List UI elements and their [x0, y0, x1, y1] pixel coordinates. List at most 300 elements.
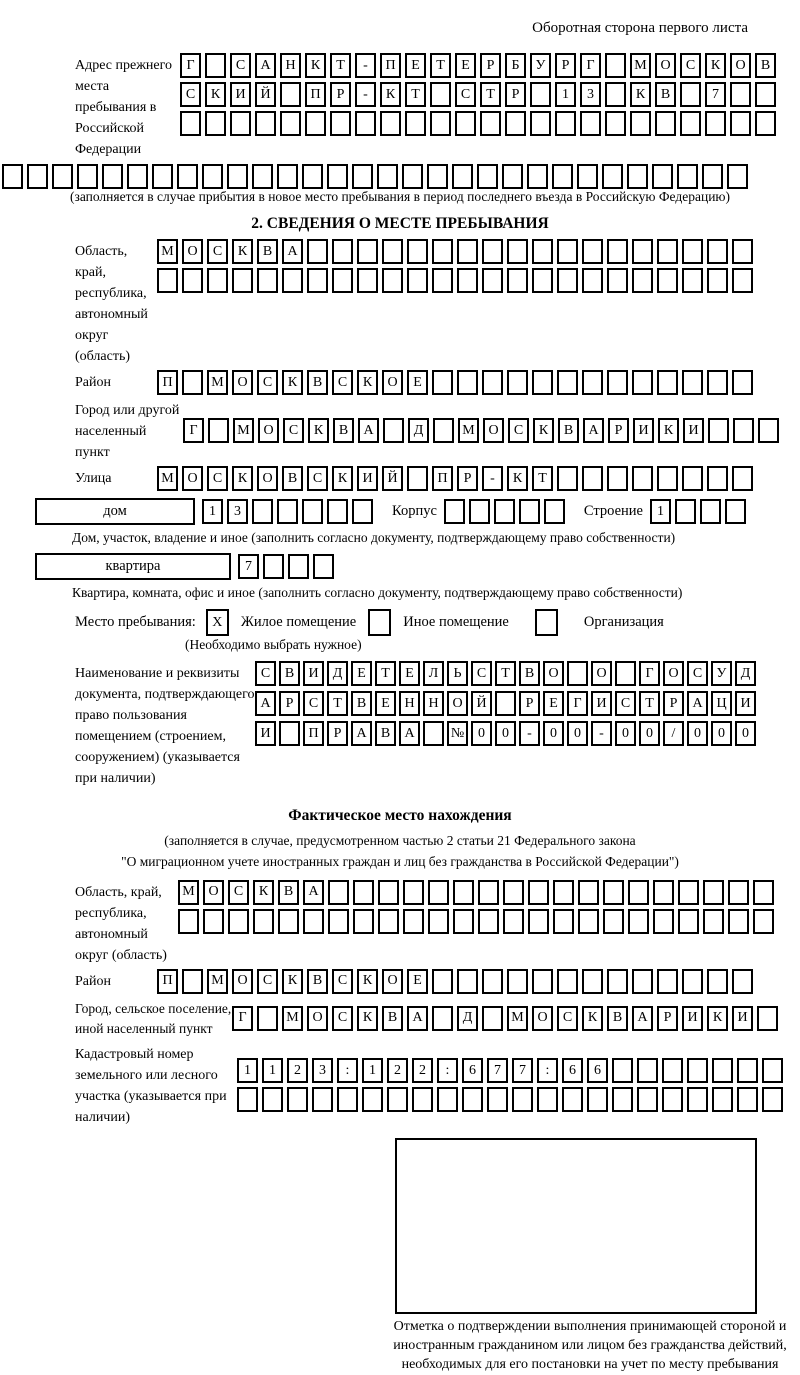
char-cell[interactable]: 6 [587, 1058, 608, 1083]
char-cell[interactable]: А [632, 1006, 653, 1031]
char-cell[interactable]: 0 [687, 721, 708, 746]
char-cell[interactable]: В [375, 721, 396, 746]
char-cell[interactable] [552, 164, 573, 189]
char-cell[interactable] [402, 164, 423, 189]
char-cell[interactable] [407, 239, 428, 264]
char-cell[interactable] [755, 111, 776, 136]
char-cell[interactable] [562, 1087, 583, 1112]
char-cell[interactable] [432, 370, 453, 395]
char-cell[interactable]: С [257, 969, 278, 994]
char-cell[interactable]: С [307, 466, 328, 491]
char-cell[interactable] [532, 969, 553, 994]
char-cell[interactable]: П [303, 721, 324, 746]
char-cell[interactable]: М [157, 239, 178, 264]
cadastre-row-2[interactable] [237, 1087, 783, 1112]
char-cell[interactable] [707, 969, 728, 994]
char-cell[interactable]: Г [183, 418, 204, 443]
char-cell[interactable] [732, 370, 753, 395]
char-cell[interactable]: Р [608, 418, 629, 443]
char-cell[interactable]: С [332, 1006, 353, 1031]
char-cell[interactable]: К [253, 880, 274, 905]
char-cell[interactable] [405, 111, 426, 136]
char-cell[interactable] [732, 268, 753, 293]
char-cell[interactable] [632, 969, 653, 994]
char-cell[interactable]: И [303, 661, 324, 686]
char-cell[interactable]: И [591, 691, 612, 716]
char-cell[interactable]: Т [639, 691, 660, 716]
char-cell[interactable] [507, 969, 528, 994]
char-cell[interactable] [507, 239, 528, 264]
char-cell[interactable] [428, 880, 449, 905]
char-cell[interactable]: К [658, 418, 679, 443]
char-cell[interactable]: Б [505, 53, 526, 78]
char-cell[interactable] [378, 909, 399, 934]
char-cell[interactable] [430, 111, 451, 136]
char-cell[interactable] [302, 164, 323, 189]
char-cell[interactable] [605, 82, 626, 107]
char-cell[interactable]: Ц [711, 691, 732, 716]
char-cell[interactable]: О [543, 661, 564, 686]
char-cell[interactable]: С [557, 1006, 578, 1031]
char-cell[interactable]: К [357, 969, 378, 994]
char-cell[interactable]: 0 [639, 721, 660, 746]
char-cell[interactable] [732, 466, 753, 491]
char-cell[interactable]: С [180, 82, 201, 107]
char-cell[interactable] [707, 239, 728, 264]
char-cell[interactable]: Е [543, 691, 564, 716]
char-cell[interactable] [278, 909, 299, 934]
char-cell[interactable] [682, 268, 703, 293]
char-cell[interactable]: О [591, 661, 612, 686]
char-cell[interactable]: С [283, 418, 304, 443]
document-row-1[interactable] [255, 661, 756, 686]
char-cell[interactable]: К [707, 1006, 728, 1031]
char-cell[interactable]: Г [639, 661, 660, 686]
char-cell[interactable] [532, 268, 553, 293]
char-cell[interactable]: К [533, 418, 554, 443]
char-cell[interactable]: А [351, 721, 372, 746]
char-cell[interactable] [252, 164, 273, 189]
char-cell[interactable]: Е [455, 53, 476, 78]
char-cell[interactable]: 1 [237, 1058, 258, 1083]
char-cell[interactable]: М [207, 969, 228, 994]
char-cell[interactable]: - [355, 53, 376, 78]
char-cell[interactable]: Р [519, 691, 540, 716]
char-cell[interactable]: Г [567, 691, 588, 716]
char-cell[interactable] [557, 268, 578, 293]
char-cell[interactable] [330, 111, 351, 136]
char-cell[interactable]: 1 [262, 1058, 283, 1083]
char-cell[interactable] [480, 111, 501, 136]
checkbox-organizatsiya[interactable] [535, 609, 558, 636]
char-cell[interactable] [444, 499, 465, 524]
char-cell[interactable] [582, 969, 603, 994]
char-cell[interactable] [728, 880, 749, 905]
char-cell[interactable] [383, 418, 404, 443]
char-cell[interactable] [657, 969, 678, 994]
char-cell[interactable]: С [207, 466, 228, 491]
char-cell[interactable] [582, 239, 603, 264]
char-cell[interactable]: О [382, 370, 403, 395]
char-cell[interactable] [652, 164, 673, 189]
char-cell[interactable] [727, 164, 748, 189]
char-cell[interactable]: В [755, 53, 776, 78]
char-cell[interactable]: И [683, 418, 704, 443]
char-cell[interactable] [730, 111, 751, 136]
char-cell[interactable] [630, 111, 651, 136]
char-cell[interactable] [530, 111, 551, 136]
char-cell[interactable] [580, 111, 601, 136]
char-cell[interactable] [703, 909, 724, 934]
char-cell[interactable] [430, 82, 451, 107]
char-cell[interactable] [632, 268, 653, 293]
char-cell[interactable] [553, 909, 574, 934]
char-cell[interactable]: В [351, 691, 372, 716]
char-cell[interactable]: Р [657, 1006, 678, 1031]
char-cell[interactable] [457, 268, 478, 293]
char-cell[interactable]: В [257, 239, 278, 264]
char-cell[interactable] [653, 909, 674, 934]
char-cell[interactable]: Р [505, 82, 526, 107]
char-cell[interactable] [282, 268, 303, 293]
prev-address-overflow-row[interactable] [2, 164, 800, 189]
char-cell[interactable]: 2 [387, 1058, 408, 1083]
char-cell[interactable]: С [687, 661, 708, 686]
char-cell[interactable] [207, 268, 228, 293]
char-cell[interactable]: К [357, 1006, 378, 1031]
char-cell[interactable]: 0 [471, 721, 492, 746]
char-cell[interactable]: В [558, 418, 579, 443]
char-cell[interactable] [353, 880, 374, 905]
char-cell[interactable] [453, 909, 474, 934]
char-cell[interactable]: С [332, 969, 353, 994]
char-cell[interactable] [728, 909, 749, 934]
char-cell[interactable]: - [482, 466, 503, 491]
char-cell[interactable]: И [732, 1006, 753, 1031]
district3-row[interactable] [157, 969, 753, 994]
char-cell[interactable] [578, 880, 599, 905]
char-cell[interactable] [232, 268, 253, 293]
char-cell[interactable] [555, 111, 576, 136]
char-cell[interactable] [578, 909, 599, 934]
char-cell[interactable] [532, 239, 553, 264]
char-cell[interactable]: О [203, 880, 224, 905]
char-cell[interactable] [528, 880, 549, 905]
char-cell[interactable]: 1 [555, 82, 576, 107]
char-cell[interactable]: С [255, 661, 276, 686]
char-cell[interactable] [737, 1058, 758, 1083]
char-cell[interactable]: С [615, 691, 636, 716]
char-cell[interactable] [252, 499, 273, 524]
char-cell[interactable]: С [455, 82, 476, 107]
char-cell[interactable]: М [630, 53, 651, 78]
char-cell[interactable] [607, 466, 628, 491]
char-cell[interactable] [27, 164, 48, 189]
char-cell[interactable]: А [687, 691, 708, 716]
city3-row[interactable] [232, 1006, 778, 1031]
char-cell[interactable]: П [432, 466, 453, 491]
char-cell[interactable]: 2 [412, 1058, 433, 1083]
char-cell[interactable] [702, 164, 723, 189]
char-cell[interactable] [182, 969, 203, 994]
stroenie-boxes[interactable] [650, 499, 746, 524]
char-cell[interactable] [537, 1087, 558, 1112]
char-cell[interactable] [707, 466, 728, 491]
district-row[interactable] [157, 370, 753, 395]
char-cell[interactable] [178, 909, 199, 934]
char-cell[interactable] [205, 53, 226, 78]
char-cell[interactable] [657, 370, 678, 395]
prev-address-row-2[interactable] [180, 82, 776, 107]
char-cell[interactable] [628, 880, 649, 905]
document-row-3[interactable] [255, 721, 756, 746]
char-cell[interactable] [557, 239, 578, 264]
char-cell[interactable] [230, 111, 251, 136]
char-cell[interactable]: С [257, 370, 278, 395]
char-cell[interactable]: В [279, 661, 300, 686]
char-cell[interactable]: О [232, 370, 253, 395]
char-cell[interactable]: 3 [580, 82, 601, 107]
char-cell[interactable] [708, 418, 729, 443]
char-cell[interactable] [380, 111, 401, 136]
char-cell[interactable]: А [303, 880, 324, 905]
char-cell[interactable] [502, 164, 523, 189]
char-cell[interactable] [203, 909, 224, 934]
char-cell[interactable] [607, 370, 628, 395]
char-cell[interactable]: 0 [735, 721, 756, 746]
char-cell[interactable] [687, 1058, 708, 1083]
char-cell[interactable]: : [337, 1058, 358, 1083]
char-cell[interactable]: : [437, 1058, 458, 1083]
char-cell[interactable] [288, 554, 309, 579]
char-cell[interactable] [182, 268, 203, 293]
char-cell[interactable]: № [447, 721, 468, 746]
char-cell[interactable]: С [230, 53, 251, 78]
char-cell[interactable] [615, 661, 636, 686]
char-cell[interactable] [455, 111, 476, 136]
char-cell[interactable] [494, 499, 515, 524]
char-cell[interactable]: О [730, 53, 751, 78]
char-cell[interactable]: О [258, 418, 279, 443]
char-cell[interactable]: А [399, 721, 420, 746]
region3-row-2[interactable] [178, 909, 774, 934]
char-cell[interactable]: Е [375, 691, 396, 716]
char-cell[interactable] [432, 239, 453, 264]
char-cell[interactable]: О [232, 969, 253, 994]
char-cell[interactable] [433, 418, 454, 443]
char-cell[interactable]: В [307, 969, 328, 994]
char-cell[interactable]: М [157, 466, 178, 491]
char-cell[interactable]: К [705, 53, 726, 78]
char-cell[interactable] [687, 1087, 708, 1112]
char-cell[interactable] [457, 370, 478, 395]
char-cell[interactable]: С [207, 239, 228, 264]
char-cell[interactable] [567, 661, 588, 686]
char-cell[interactable]: Е [351, 661, 372, 686]
char-cell[interactable]: Н [423, 691, 444, 716]
char-cell[interactable] [733, 418, 754, 443]
char-cell[interactable] [407, 466, 428, 491]
char-cell[interactable] [357, 239, 378, 264]
char-cell[interactable] [102, 164, 123, 189]
char-cell[interactable]: В [519, 661, 540, 686]
char-cell[interactable] [253, 909, 274, 934]
char-cell[interactable] [257, 1006, 278, 1031]
char-cell[interactable]: - [355, 82, 376, 107]
checkbox-inoe-pomeshchenie[interactable] [368, 609, 391, 636]
char-cell[interactable] [753, 880, 774, 905]
char-cell[interactable] [603, 880, 624, 905]
char-cell[interactable] [453, 880, 474, 905]
char-cell[interactable] [632, 466, 653, 491]
char-cell[interactable] [307, 239, 328, 264]
char-cell[interactable]: Р [327, 721, 348, 746]
char-cell[interactable]: О [532, 1006, 553, 1031]
apartment-boxes[interactable] [238, 554, 334, 579]
char-cell[interactable]: Н [399, 691, 420, 716]
char-cell[interactable] [627, 164, 648, 189]
char-cell[interactable] [732, 239, 753, 264]
char-cell[interactable]: 7 [487, 1058, 508, 1083]
char-cell[interactable]: В [382, 1006, 403, 1031]
char-cell[interactable] [628, 909, 649, 934]
char-cell[interactable] [657, 268, 678, 293]
char-cell[interactable]: М [458, 418, 479, 443]
char-cell[interactable] [377, 164, 398, 189]
char-cell[interactable] [157, 268, 178, 293]
char-cell[interactable] [678, 880, 699, 905]
char-cell[interactable]: 1 [202, 499, 223, 524]
char-cell[interactable] [607, 268, 628, 293]
char-cell[interactable]: И [735, 691, 756, 716]
char-cell[interactable] [362, 1087, 383, 1112]
char-cell[interactable]: А [255, 53, 276, 78]
char-cell[interactable] [553, 880, 574, 905]
char-cell[interactable] [755, 82, 776, 107]
char-cell[interactable] [382, 268, 403, 293]
char-cell[interactable]: Т [375, 661, 396, 686]
char-cell[interactable]: Й [382, 466, 403, 491]
char-cell[interactable]: 1 [362, 1058, 383, 1083]
cadastre-row-1[interactable] [237, 1058, 783, 1083]
char-cell[interactable] [327, 164, 348, 189]
char-cell[interactable] [257, 268, 278, 293]
char-cell[interactable]: В [282, 466, 303, 491]
char-cell[interactable] [457, 969, 478, 994]
char-cell[interactable] [277, 164, 298, 189]
char-cell[interactable]: К [282, 969, 303, 994]
char-cell[interactable] [503, 909, 524, 934]
char-cell[interactable] [655, 111, 676, 136]
char-cell[interactable] [662, 1058, 683, 1083]
char-cell[interactable] [582, 268, 603, 293]
char-cell[interactable] [632, 370, 653, 395]
char-cell[interactable]: С [508, 418, 529, 443]
char-cell[interactable] [328, 909, 349, 934]
char-cell[interactable] [530, 82, 551, 107]
char-cell[interactable]: К [232, 239, 253, 264]
char-cell[interactable]: 2 [287, 1058, 308, 1083]
char-cell[interactable] [387, 1087, 408, 1112]
char-cell[interactable] [77, 164, 98, 189]
char-cell[interactable] [512, 1087, 533, 1112]
house-number-boxes[interactable] [202, 499, 373, 524]
char-cell[interactable]: К [305, 53, 326, 78]
char-cell[interactable]: П [157, 370, 178, 395]
char-cell[interactable]: В [655, 82, 676, 107]
char-cell[interactable] [605, 53, 626, 78]
char-cell[interactable]: Д [327, 661, 348, 686]
char-cell[interactable] [327, 499, 348, 524]
char-cell[interactable]: Р [330, 82, 351, 107]
char-cell[interactable]: Р [279, 691, 300, 716]
char-cell[interactable] [302, 499, 323, 524]
char-cell[interactable]: О [307, 1006, 328, 1031]
char-cell[interactable]: К [282, 370, 303, 395]
char-cell[interactable] [312, 1087, 333, 1112]
char-cell[interactable] [482, 969, 503, 994]
char-cell[interactable] [557, 969, 578, 994]
char-cell[interactable] [332, 268, 353, 293]
char-cell[interactable] [587, 1087, 608, 1112]
char-cell[interactable]: Ь [447, 661, 468, 686]
char-cell[interactable] [482, 1006, 503, 1031]
char-cell[interactable] [280, 82, 301, 107]
char-cell[interactable]: 3 [227, 499, 248, 524]
char-cell[interactable]: 0 [711, 721, 732, 746]
char-cell[interactable] [337, 1087, 358, 1112]
char-cell[interactable]: К [308, 418, 329, 443]
char-cell[interactable] [657, 466, 678, 491]
char-cell[interactable]: В [307, 370, 328, 395]
char-cell[interactable] [712, 1087, 733, 1112]
char-cell[interactable]: М [282, 1006, 303, 1031]
char-cell[interactable]: Л [423, 661, 444, 686]
char-cell[interactable]: Е [399, 661, 420, 686]
char-cell[interactable] [519, 499, 540, 524]
char-cell[interactable] [227, 164, 248, 189]
char-cell[interactable] [602, 164, 623, 189]
char-cell[interactable] [762, 1087, 783, 1112]
char-cell[interactable] [707, 370, 728, 395]
char-cell[interactable] [607, 239, 628, 264]
char-cell[interactable]: М [507, 1006, 528, 1031]
char-cell[interactable] [678, 909, 699, 934]
char-cell[interactable] [432, 268, 453, 293]
char-cell[interactable] [353, 909, 374, 934]
char-cell[interactable] [263, 554, 284, 579]
char-cell[interactable]: К [357, 370, 378, 395]
char-cell[interactable] [505, 111, 526, 136]
char-cell[interactable]: Т [532, 466, 553, 491]
char-cell[interactable]: И [230, 82, 251, 107]
char-cell[interactable] [280, 111, 301, 136]
char-cell[interactable]: 7 [512, 1058, 533, 1083]
char-cell[interactable]: Т [327, 691, 348, 716]
char-cell[interactable] [675, 499, 696, 524]
char-cell[interactable]: Т [430, 53, 451, 78]
char-cell[interactable]: 0 [567, 721, 588, 746]
checkbox-zhiloe-pomeshchenie[interactable]: X [206, 609, 229, 636]
char-cell[interactable]: К [582, 1006, 603, 1031]
char-cell[interactable]: Г [580, 53, 601, 78]
char-cell[interactable] [305, 111, 326, 136]
char-cell[interactable] [205, 111, 226, 136]
char-cell[interactable]: 0 [543, 721, 564, 746]
char-cell[interactable] [680, 111, 701, 136]
char-cell[interactable] [177, 164, 198, 189]
char-cell[interactable] [605, 111, 626, 136]
